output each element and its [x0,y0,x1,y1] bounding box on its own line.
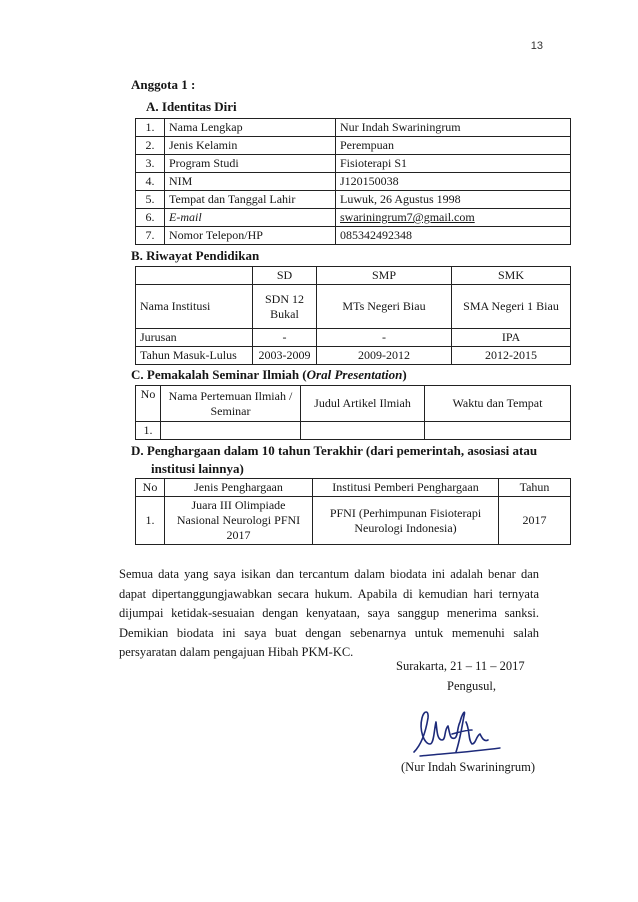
field-label: Nama Lengkap [165,119,336,137]
column-header: No [136,386,161,422]
section-c-title [131,367,407,383]
column-header: SMK [452,267,571,285]
column-header: No [136,479,165,497]
table-header-row [136,479,571,497]
cell-smk: 2012-2015 [452,347,571,365]
field-label: Program Studi [165,155,336,173]
field-value: Luwuk, 26 Agustus 1998 [336,191,571,209]
row-number: 7. [136,227,165,245]
field-value: J120150038 [336,173,571,191]
identity-table [135,118,571,245]
field-label: Jenis Kelamin [165,137,336,155]
field-label: NIM [165,173,336,191]
row-number: 4. [136,173,165,191]
column-header: SMP [317,267,452,285]
column-header: Waktu dan Tempat [425,386,571,422]
field-label: Tempat dan Tanggal Lahir [165,191,336,209]
table-row [136,285,571,329]
section-a-title: A. Identitas Diri [146,99,237,114]
table-row [136,329,571,347]
table-row [136,137,571,155]
cell-meeting-name [161,422,301,440]
signature-image [400,700,510,766]
section-c-title-close: ) [402,367,407,382]
table-row [136,209,571,227]
statement-paragraph: Semua data yang saya isikan dan tercantum dalam biodata ini adalah benar dan dapat dipertanggungjawabkan secara hukum. Apabila di kemudian hari ternyata dijumpai ketidak-sesuaian dengan kenyataan, saya sanggup menerima sanksi. Demikian biodata ini saya buat dengan sebenarnya untuk memenuhi salah persyaratan dalam pengajuan Hibah PKM-KC. [119,567,539,659]
row-number: 6. [136,209,165,227]
page-number: 13 [530,40,543,52]
row-label: Jurusan [136,329,253,347]
section-c-title-italic: Oral Presentation [306,367,403,382]
cell-smk: SMA Negeri 1 Biau [452,285,571,329]
cell-sd: 2003-2009 [253,347,317,365]
column-header: Nama Pertemuan Ilmiah / Seminar [161,386,301,422]
signature-underline [420,748,500,756]
proposer-label: Pengusul, [447,679,496,693]
cell-smp: 2009-2012 [317,347,452,365]
field-label: E-mail [165,209,336,227]
signature-stroke [414,712,488,752]
field-value: Perempuan [336,137,571,155]
section-b-title: B. Riwayat Pendidikan [131,248,260,263]
table-row [136,227,571,245]
row-label: Nama Institusi [136,285,253,329]
table-row [136,422,571,440]
section-c-title-text: C. Pemakalah Seminar Ilmiah ( [131,367,307,382]
field-value: Fisioterapi S1 [336,155,571,173]
column-header: Institusi Pemberi Penghargaan [313,479,499,497]
seminar-table [135,385,571,440]
column-header: Tahun [499,479,571,497]
table-header-row [136,386,571,422]
cell-article-title [301,422,425,440]
cell-smp: MTs Negeri Biau [317,285,452,329]
row-number: 2. [136,137,165,155]
table-row [136,497,571,545]
table-row [136,155,571,173]
row-number: 1. [136,497,165,545]
column-header: Jenis Penghargaan [165,479,313,497]
cell-time-place [425,422,571,440]
cell-sd: SDN 12 Bukal [253,285,317,329]
row-number: 1. [136,422,161,440]
award-table [135,478,571,545]
section-d-title-continued: institusi lainnya) [151,461,244,476]
place-date: Surakarta, 21 – 11 – 2017 [396,659,525,673]
member-heading: Anggota 1 : [131,77,196,92]
table-header-row [136,267,571,285]
table-row [136,347,571,365]
table-row [136,119,571,137]
column-header: SD [253,267,317,285]
row-number: 1. [136,119,165,137]
email-link[interactable]: swariningrum7@gmail.com [336,209,571,227]
field-label: Nomor Telepon/HP [165,227,336,245]
cell-award: Juara III Olimpiade Nasional Neurologi PFNI 2017 [165,497,313,545]
signer-name: (Nur Indah Swariningrum) [401,760,535,774]
column-header: Judul Artikel Ilmiah [301,386,425,422]
cell-year: 2017 [499,497,571,545]
table-row [136,173,571,191]
section-d-title: D. Penghargaan dalam 10 tahun Terakhir (dari pemerintah, asosiasi atau [131,443,538,458]
cell-smp: - [317,329,452,347]
row-number: 5. [136,191,165,209]
cell-smk: IPA [452,329,571,347]
field-value: 085342492348 [336,227,571,245]
field-value: Nur Indah Swariningrum [336,119,571,137]
table-row [136,191,571,209]
row-number: 3. [136,155,165,173]
cell-institution: PFNI (Perhimpunan Fisioterapi Neurologi Indonesia) [313,497,499,545]
row-label: Tahun Masuk-Lulus [136,347,253,365]
education-table [135,266,571,365]
cell-sd: - [253,329,317,347]
column-header [136,267,253,285]
